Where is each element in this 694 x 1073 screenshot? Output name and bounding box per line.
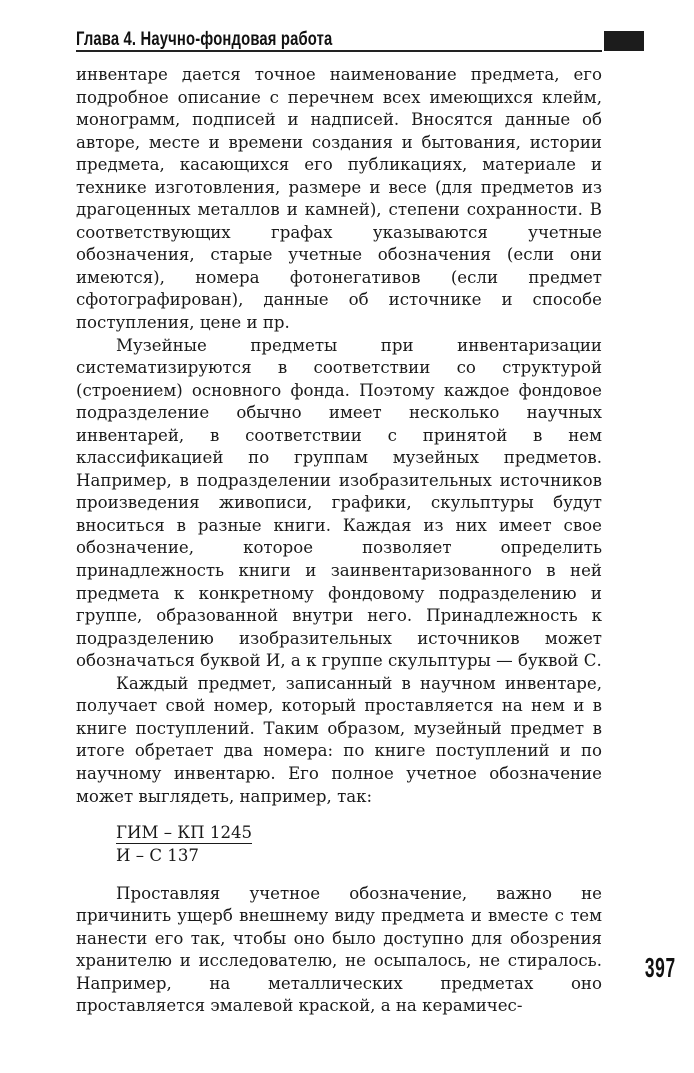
paragraph-marking: Проставляя учетное обозначение, важно не причинить ущерб внешнему виду предмета и вместе с тем нанести его так, чтобы оно было доступно для обозрения хранителю и исследователю, не осыпалось, не стиралось. Например, на металлических предметах оно проставляется эмалевой краской, а на керамичес-	[76, 883, 602, 1016]
accession-code-line-2: И – С 137	[116, 845, 199, 865]
header-rule	[76, 50, 602, 52]
accession-code-example	[116, 822, 602, 867]
page-body	[76, 64, 602, 1018]
paragraph-systematization: Музейные предметы при инвентаризации систематизируются в соответствии со структурой (строением) основного фонда. Поэтому каждое фондовое подразделение обычно имеет несколько научных инвентарей, в соответствии с принятой в нем классификацией по группам музейных предметов. Например, в подразделении изобразительных источников произведения живописи, графики, скульптуры будут вноситься в разные книги. Каждая из них имеет свое обозначение, которое позволяет определить принадлежность книги и заинвентаризованного в ней предмета к конкретному фондовому подразделению и группе, образованной внутри него. Принадлежность к подразделению изобразительных источников может обозначаться буквой И, а к группе скульптуры — буквой С.	[76, 335, 602, 671]
paragraph-continuation: инвентаре дается точное наименование предмета, его подробное описание с перечнем всех имеющихся клейм, монограмм, подписей и надписей. Вносятся данные об авторе, месте и времени создания и бытования, истории предмета, касающихся его публикациях, материале и технике изготовления, размере и весе (для предметов из драгоценных металлов и камней), степени сохранности. В соответствующих графах указываются учетные обозначения, старые учетные обозначения (если они имеются), номера фотонегативов (если предмет сфотографирован), данные об источнике и способе поступления, цене и пр.	[76, 65, 602, 333]
paragraph-numbering: Каждый предмет, записанный в научном инвентаре, получает свой номер, который проставляется на нем и в книге поступлений. Таким образом, музейный предмет в итоге обретает два номера: по книге поступлений и по научному инвентарю. Его полное учетное обозначение может выглядеть, например, так:	[76, 673, 602, 806]
page-number: 397	[645, 952, 676, 983]
chapter-title: Глава 4. Научно-фондовая работа	[76, 29, 333, 50]
accession-code-line-1: ГИМ – КП 1245	[116, 823, 253, 843]
header-marker-block	[604, 31, 644, 51]
running-header	[76, 28, 644, 52]
